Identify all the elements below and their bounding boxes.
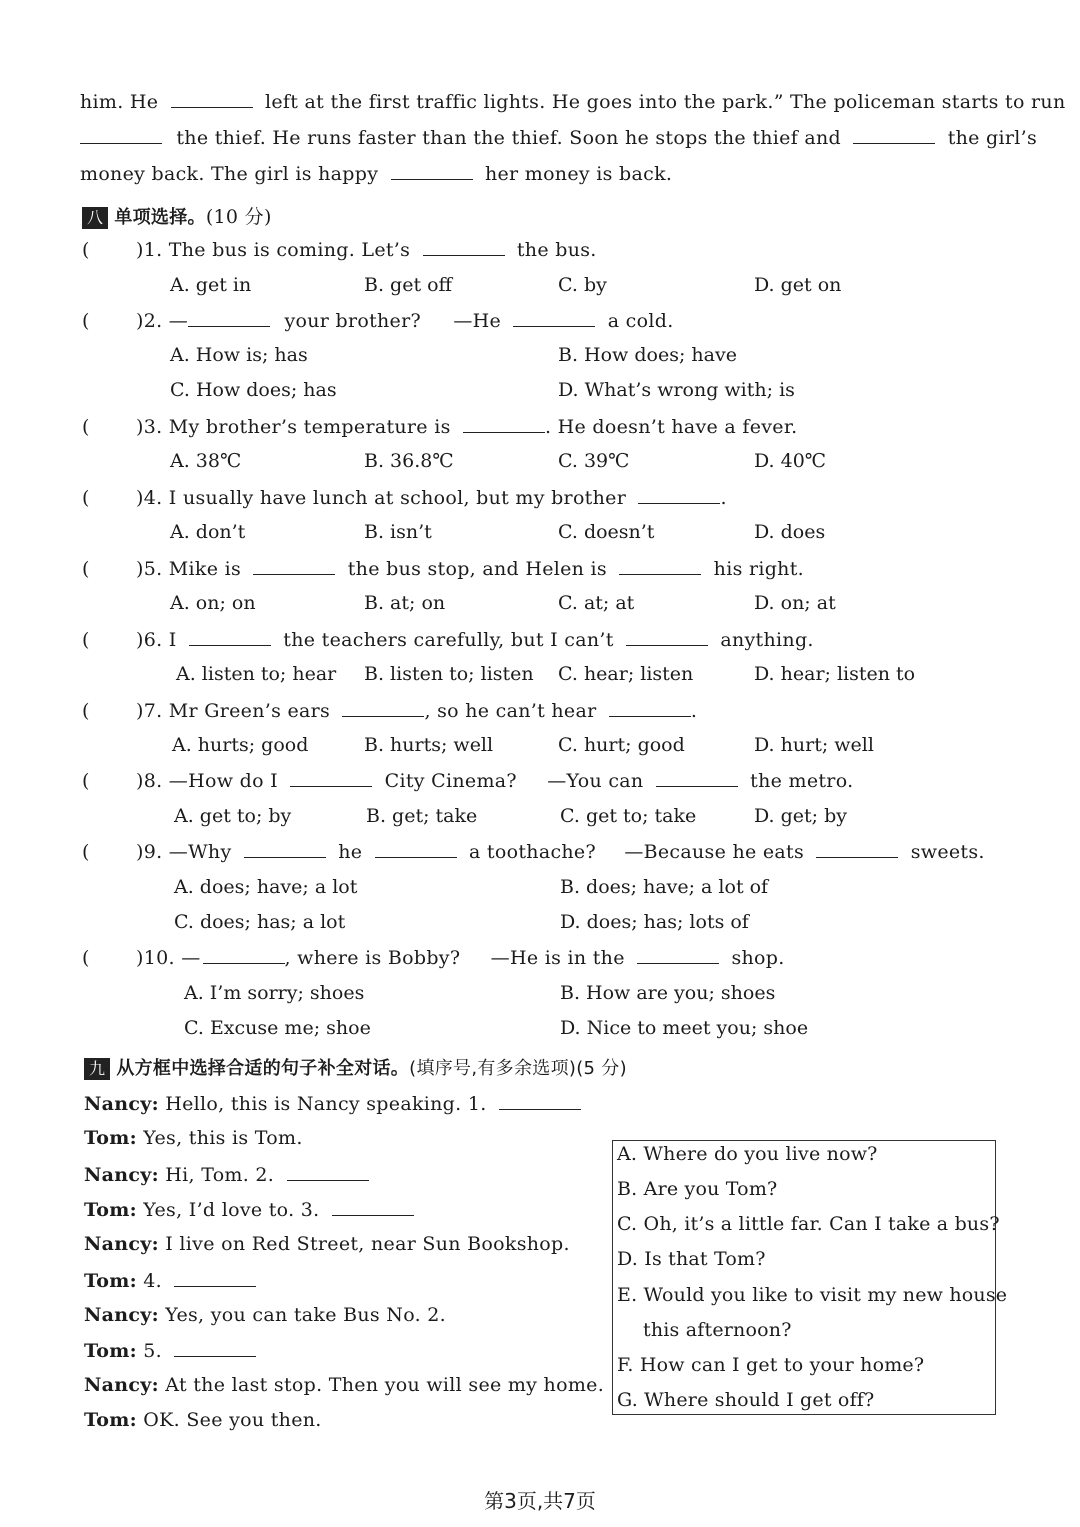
- choice-e[interactable]: E. Would you like to visit my new house: [617, 1284, 1008, 1306]
- question-7: [82, 699, 697, 722]
- option-d[interactable]: D. 40℃: [754, 450, 827, 472]
- question-text: —: [168, 310, 189, 332]
- question-text: the teachers carefully, but I can’t: [283, 629, 614, 651]
- dialogue-line-6: [84, 1269, 256, 1292]
- option-b[interactable]: B. isn’t: [364, 521, 432, 543]
- option-b[interactable]: B. 36.8℃: [364, 450, 454, 472]
- option-b[interactable]: B. get off: [364, 274, 453, 296]
- question-number: )1.: [136, 239, 163, 261]
- option-c[interactable]: C. at; at: [558, 592, 635, 614]
- dialogue-line-7: [84, 1304, 446, 1326]
- dialogue-text: At the last stop. Then you will see my home.: [165, 1374, 605, 1396]
- passage-line-1: [80, 90, 1066, 113]
- question-text: your brother?: [284, 310, 421, 332]
- option-d[interactable]: D. does; has; lots of: [560, 911, 749, 933]
- choice-f[interactable]: F. How can I get to your home?: [617, 1354, 925, 1376]
- option-d[interactable]: D. hurt; well: [754, 734, 874, 756]
- question-text: Mr Green’s ears: [168, 700, 331, 722]
- section-title: 从方框中选择合适的句子补全对话。: [116, 1058, 410, 1079]
- answer-blank[interactable]: [626, 628, 708, 646]
- dialogue-text: Yes, this is Tom.: [143, 1127, 303, 1149]
- option-a[interactable]: A. does; have; a lot: [174, 876, 358, 898]
- question-text: —Why: [168, 841, 232, 863]
- option-d[interactable]: D. Nice to meet you; shoe: [560, 1017, 809, 1039]
- speaker-name: Nancy:: [84, 1164, 159, 1186]
- choice-b[interactable]: B. Are you Tom?: [617, 1178, 778, 1200]
- passage-line-2: [80, 126, 1037, 149]
- answer-blank[interactable]: [332, 1198, 414, 1216]
- option-c[interactable]: C. by: [558, 274, 607, 296]
- dialogue-line-8: [84, 1339, 256, 1362]
- question-number: )4.: [136, 487, 163, 509]
- question-text: the metro.: [750, 770, 854, 792]
- answer-blank[interactable]: [290, 769, 372, 787]
- question-text: I: [168, 629, 177, 651]
- question-text: Mike is: [168, 558, 242, 580]
- passage-text: her money is back.: [484, 163, 673, 185]
- option-a[interactable]: A. I’m sorry; shoes: [184, 982, 365, 1004]
- answer-blank[interactable]: [853, 126, 935, 144]
- answer-paren[interactable]: (: [82, 558, 90, 580]
- question-text: his right.: [713, 558, 804, 580]
- answer-paren[interactable]: (: [82, 487, 90, 509]
- question-6: [82, 628, 814, 651]
- dialogue-text: I live on Red Street, near Sun Bookshop.: [165, 1233, 570, 1255]
- question-text: , so he can’t hear: [424, 700, 597, 722]
- question-number: )10.: [136, 947, 175, 969]
- speaker-name: Tom:: [84, 1270, 137, 1292]
- question-text: the bus.: [516, 239, 597, 261]
- question-1: [82, 238, 597, 261]
- option-c[interactable]: C. How does; has: [170, 379, 337, 401]
- choice-d[interactable]: D. Is that Tom?: [617, 1248, 766, 1270]
- speaker-name: Tom:: [84, 1409, 137, 1431]
- answer-blank[interactable]: [244, 840, 326, 858]
- question-text: the bus stop, and Helen is: [347, 558, 607, 580]
- dialogue-text: Yes, you can take Bus No. 2.: [165, 1304, 447, 1326]
- dialogue-text: Hi, Tom. 2.: [165, 1164, 275, 1186]
- option-b[interactable]: B. How are you; shoes: [560, 982, 776, 1004]
- answer-blank[interactable]: [619, 557, 701, 575]
- answer-blank[interactable]: [513, 309, 595, 327]
- speaker-name: Nancy:: [84, 1304, 159, 1326]
- dialogue-text: Yes, I’d love to. 3.: [143, 1199, 320, 1221]
- option-d[interactable]: D. on; at: [754, 592, 836, 614]
- question-text: —He: [453, 310, 502, 332]
- answer-blank[interactable]: [287, 1163, 369, 1181]
- answer-paren[interactable]: (: [82, 841, 90, 863]
- question-text: —You can: [547, 770, 644, 792]
- answer-blank[interactable]: [342, 699, 424, 717]
- option-c[interactable]: C. hear; listen: [558, 663, 694, 685]
- question-text: —Because he eats: [624, 841, 805, 863]
- dialogue-text: 4.: [143, 1270, 163, 1292]
- answer-blank[interactable]: [463, 415, 545, 433]
- dialogue-text: OK. See you then.: [143, 1409, 322, 1431]
- answer-blank[interactable]: [656, 769, 738, 787]
- option-b[interactable]: B. get; take: [366, 805, 478, 827]
- question-text: a toothache?: [468, 841, 596, 863]
- question-text: City Cinema?: [384, 770, 517, 792]
- dialogue-line-10: [84, 1409, 322, 1431]
- section-title: 单项选择。: [114, 207, 206, 228]
- question-number: )5.: [136, 558, 163, 580]
- option-d[interactable]: D. hear; listen to: [754, 663, 916, 685]
- passage-line-3: [80, 162, 672, 185]
- option-a[interactable]: A. listen to; hear: [176, 663, 337, 685]
- dialogue-line-1: [84, 1092, 581, 1115]
- speaker-name: Nancy:: [84, 1093, 159, 1115]
- option-a[interactable]: A. get to; by: [174, 805, 292, 827]
- dialogue-line-3: [84, 1163, 369, 1186]
- answer-blank[interactable]: [609, 699, 691, 717]
- answer-blank[interactable]: [188, 309, 270, 327]
- dialogue-text: Hello, this is Nancy speaking. 1.: [165, 1093, 487, 1115]
- question-number: )3.: [136, 416, 163, 438]
- question-text: I usually have lunch at school, but my brother: [168, 487, 627, 509]
- answer-blank[interactable]: [637, 946, 719, 964]
- question-number: )6.: [136, 629, 163, 651]
- section-number: 九: [84, 1058, 110, 1080]
- option-c[interactable]: C. does; has; a lot: [174, 911, 346, 933]
- dialogue-text: 5.: [143, 1340, 163, 1362]
- speaker-name: Nancy:: [84, 1374, 159, 1396]
- answer-blank[interactable]: [423, 238, 505, 256]
- option-b[interactable]: B. does; have; a lot of: [560, 876, 769, 898]
- answer-paren[interactable]: (: [82, 947, 90, 969]
- dialogue-line-9: [84, 1374, 604, 1396]
- question-3: [82, 415, 798, 438]
- answer-blank[interactable]: [203, 946, 285, 964]
- option-b[interactable]: B. listen to; listen: [364, 663, 534, 685]
- option-c[interactable]: C. doesn’t: [558, 521, 655, 543]
- answer-blank[interactable]: [816, 840, 898, 858]
- question-8: [82, 769, 853, 792]
- answer-paren[interactable]: (: [82, 770, 90, 792]
- question-text: .: [720, 487, 727, 509]
- dialogue-line-2: [84, 1127, 303, 1149]
- option-c[interactable]: C. get to; take: [560, 805, 697, 827]
- question-text: a cold.: [607, 310, 674, 332]
- answer-blank[interactable]: [174, 1269, 256, 1287]
- speaker-name: Tom:: [84, 1199, 137, 1221]
- answer-blank[interactable]: [171, 90, 253, 108]
- question-text: My brother’s temperature is: [168, 416, 451, 438]
- answer-blank[interactable]: [638, 486, 720, 504]
- option-c[interactable]: C. 39℃: [558, 450, 630, 472]
- answer-blank[interactable]: [391, 162, 473, 180]
- choice-c[interactable]: C. Oh, it’s a little far. Can I take a bus?: [617, 1213, 1000, 1235]
- question-4: [82, 486, 727, 509]
- option-b[interactable]: B. at; on: [364, 592, 446, 614]
- answer-paren[interactable]: (: [82, 629, 90, 651]
- section-8-header: [82, 202, 272, 229]
- option-a[interactable]: A. on; on: [170, 592, 256, 614]
- question-text: sweets.: [910, 841, 985, 863]
- option-c[interactable]: C. Excuse me; shoe: [184, 1017, 371, 1039]
- question-number: )9.: [136, 841, 163, 863]
- speaker-name: Tom:: [84, 1340, 137, 1362]
- question-2: [82, 309, 674, 332]
- option-d[interactable]: D. get; by: [754, 805, 848, 827]
- question-text: The bus is coming. Let’s: [168, 239, 411, 261]
- question-text: he: [338, 841, 363, 863]
- question-text: —How do I: [168, 770, 278, 792]
- passage-text: the thief. He runs faster than the thief. Soon he stops the thief and: [176, 127, 842, 149]
- question-text: —He is in the: [490, 947, 625, 969]
- option-a[interactable]: A. How is; has: [170, 344, 308, 366]
- choice-a[interactable]: A. Where do you live now?: [617, 1143, 878, 1165]
- question-text: shop.: [731, 947, 785, 969]
- answer-blank[interactable]: [174, 1339, 256, 1357]
- choice-g[interactable]: G. Where should I get off?: [617, 1389, 875, 1411]
- question-text: anything.: [720, 629, 814, 651]
- page-footer: 第3页,共7页: [484, 1489, 596, 1513]
- option-c[interactable]: C. hurt; good: [558, 734, 685, 756]
- section-score: (10 分): [205, 206, 272, 228]
- answer-blank[interactable]: [189, 628, 271, 646]
- answer-paren[interactable]: (: [82, 700, 90, 722]
- dialogue-line-5: [84, 1233, 570, 1255]
- option-b[interactable]: B. hurts; well: [364, 734, 494, 756]
- dialogue-line-4: [84, 1198, 414, 1221]
- section-instructions: (填序号,有多余选项)(5 分): [409, 1058, 627, 1079]
- question-number: )2.: [136, 310, 163, 332]
- question-9: [82, 840, 985, 863]
- passage-text: left at the first traffic lights. He goes into the park.” The policeman starts to run: [265, 91, 1066, 113]
- question-text: .: [690, 700, 698, 722]
- speaker-name: Tom:: [84, 1127, 137, 1149]
- option-a[interactable]: A. 38℃: [170, 450, 242, 472]
- answer-paren[interactable]: (: [82, 310, 90, 332]
- question-text: —: [181, 947, 201, 969]
- answer-paren[interactable]: (: [82, 416, 90, 438]
- answer-blank[interactable]: [80, 126, 162, 144]
- question-number: )7.: [136, 700, 163, 722]
- option-d[interactable]: D. get on: [754, 274, 842, 296]
- section-9-header: [84, 1054, 627, 1080]
- option-d[interactable]: D. What’s wrong with; is: [558, 379, 795, 401]
- answer-blank[interactable]: [253, 557, 335, 575]
- option-d[interactable]: D. does: [754, 521, 826, 543]
- answer-paren[interactable]: (: [82, 239, 90, 261]
- option-a[interactable]: A. get in: [170, 274, 252, 296]
- question-10: [82, 946, 785, 969]
- choice-box: [612, 1140, 1008, 1415]
- question-number: )8.: [136, 770, 163, 792]
- choice-e-continued[interactable]: this afternoon?: [643, 1319, 792, 1341]
- answer-blank[interactable]: [499, 1092, 581, 1110]
- passage-text: the girl’s: [947, 127, 1038, 149]
- option-b[interactable]: B. How does; have: [558, 344, 737, 366]
- question-text: . He doesn’t have a fever.: [544, 416, 798, 438]
- speaker-name: Nancy:: [84, 1233, 159, 1255]
- option-a[interactable]: A. don’t: [170, 521, 246, 543]
- option-a[interactable]: A. hurts; good: [172, 734, 309, 756]
- passage-text: money back. The girl is happy: [80, 163, 379, 185]
- section-number: 八: [82, 207, 108, 229]
- question-5: [82, 557, 804, 580]
- question-text: , where is Bobby?: [284, 947, 461, 969]
- passage-text: him. He: [80, 91, 159, 113]
- answer-blank[interactable]: [375, 840, 457, 858]
